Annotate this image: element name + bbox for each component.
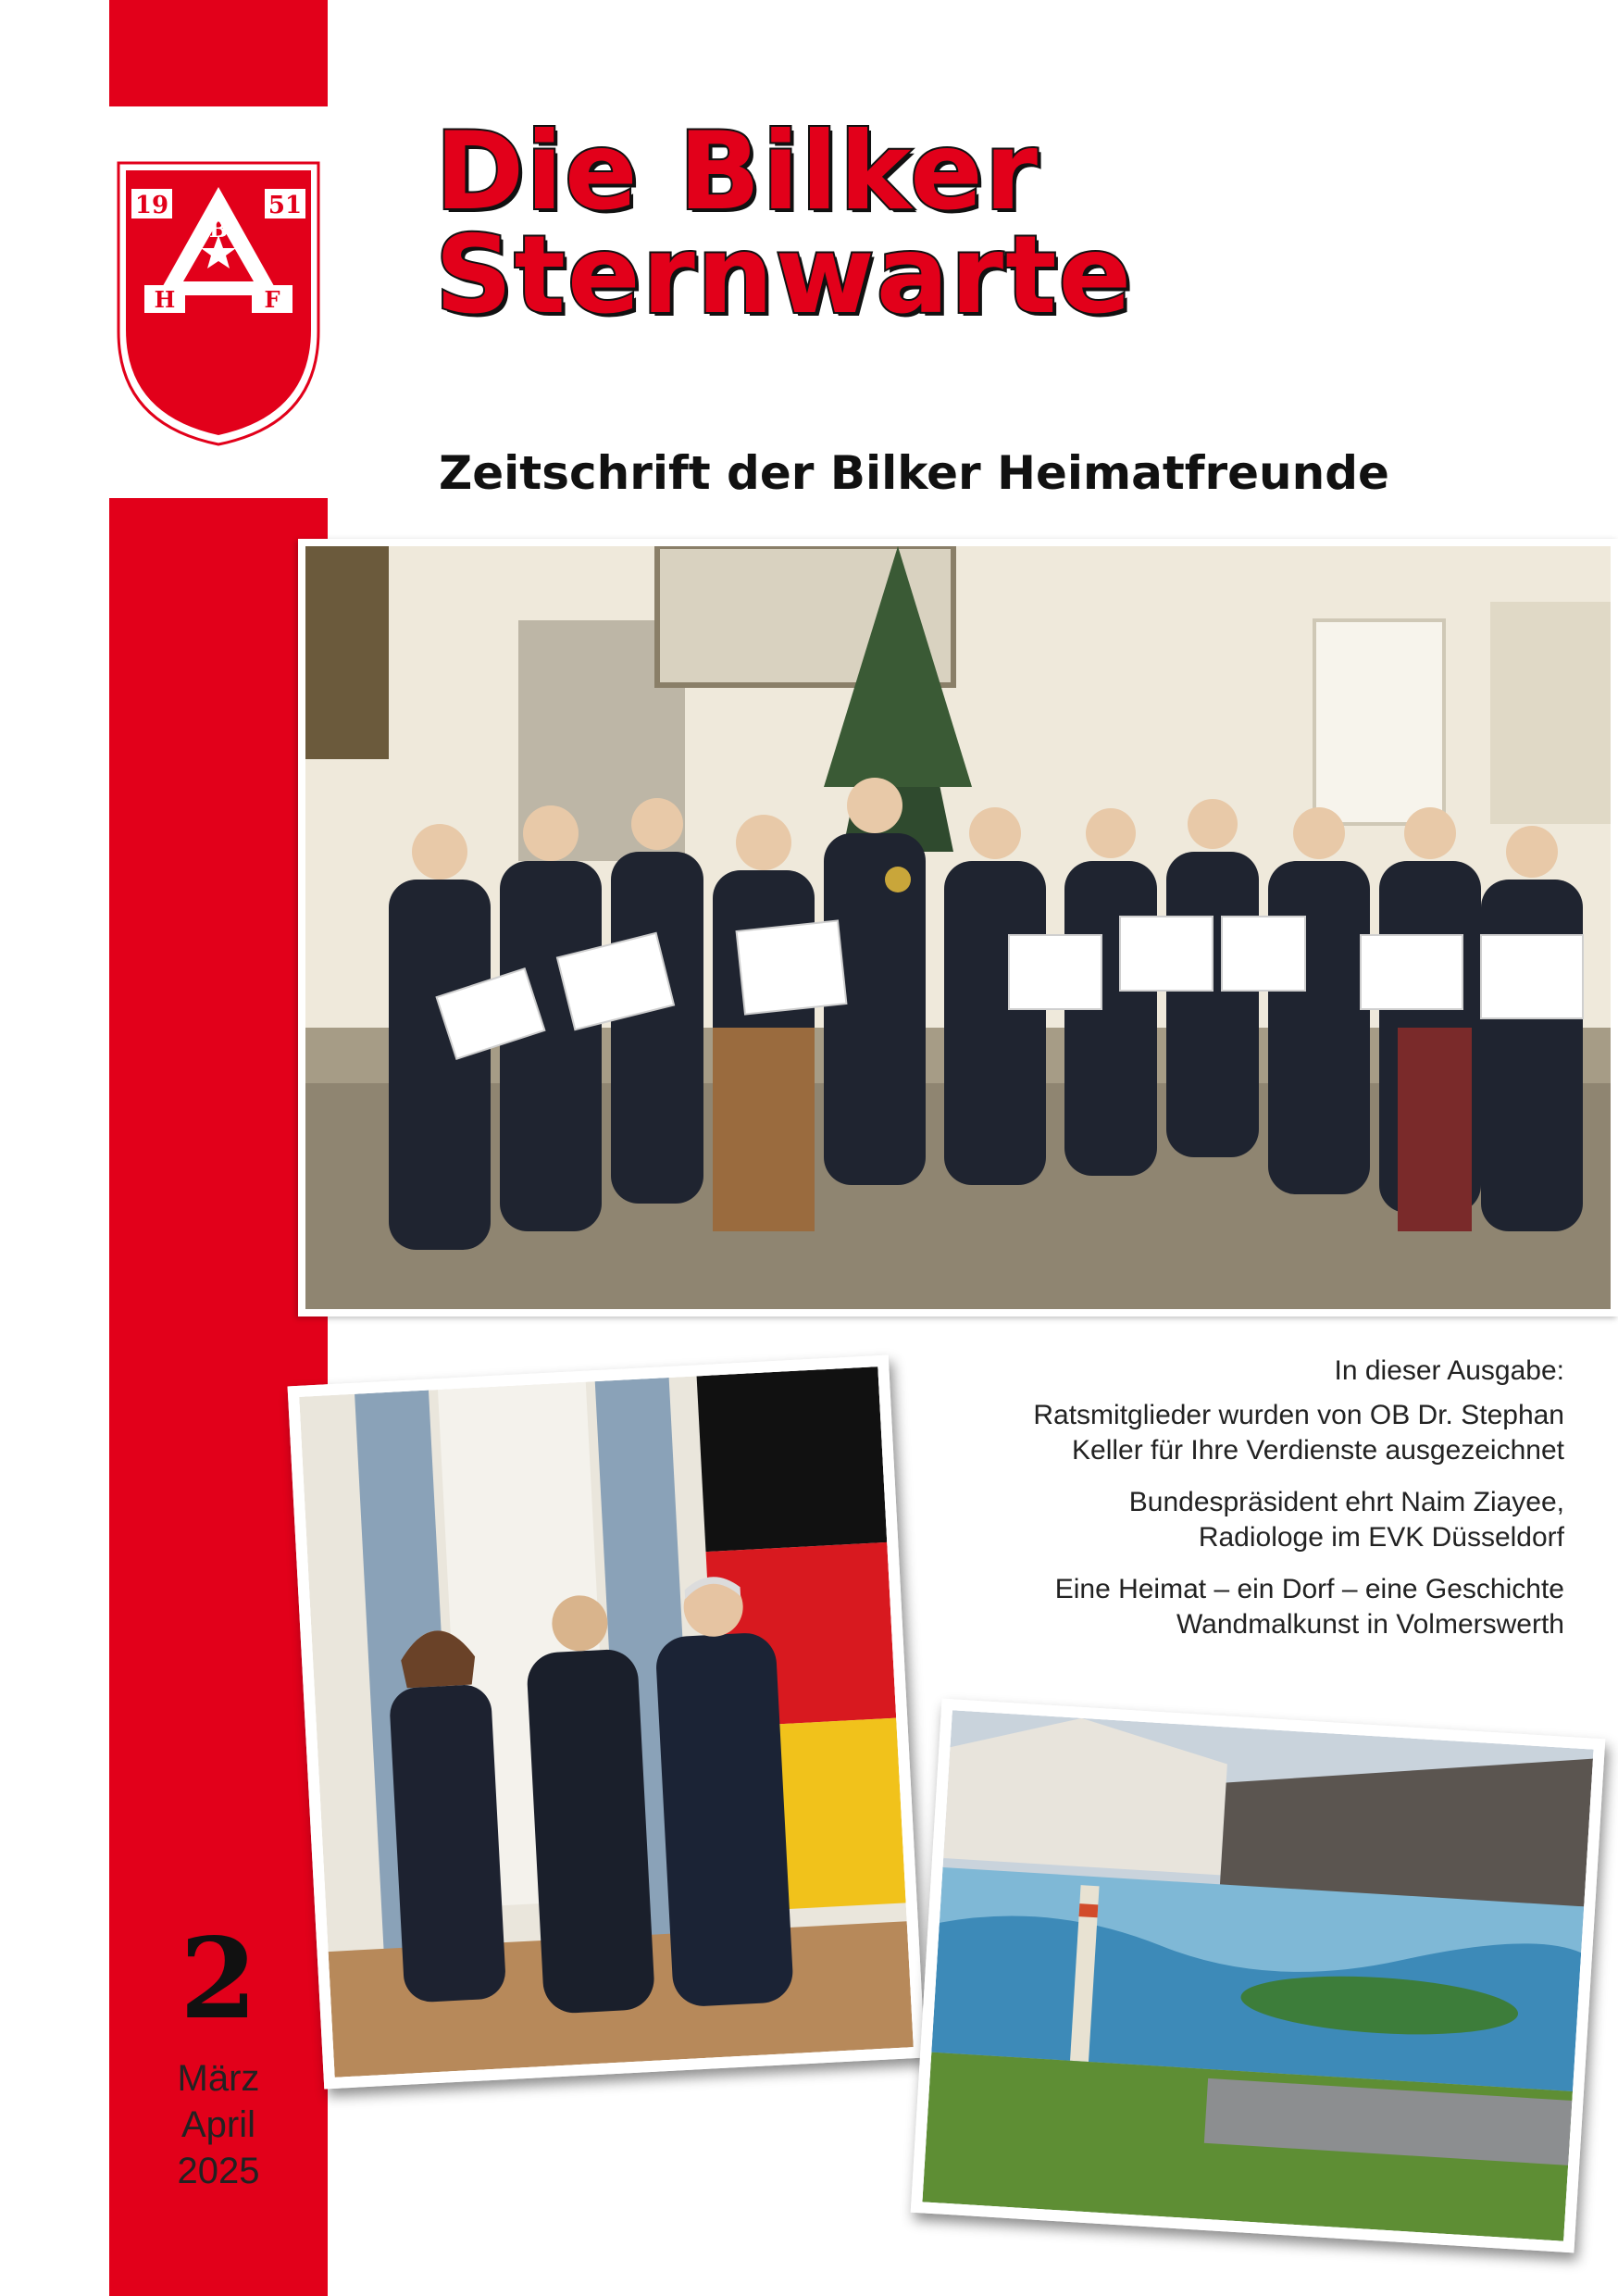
magazine-title bbox=[435, 109, 1134, 338]
issue-contents bbox=[963, 1354, 1564, 1659]
issue-month-1: März bbox=[177, 2058, 260, 2099]
contents-item bbox=[963, 1572, 1564, 1642]
contents-item-line: Eine Heimat – ein Dorf – eine Geschichte bbox=[1054, 1574, 1564, 1604]
contents-item bbox=[963, 1398, 1564, 1468]
top-red-bar bbox=[109, 0, 328, 106]
contents-item-line: Radiologe im EVK Düsseldorf bbox=[1198, 1522, 1564, 1553]
contents-item-line: Keller für Ihre Verdienste ausgezeichnet bbox=[1072, 1435, 1564, 1466]
main-photo-award-ceremony bbox=[298, 539, 1618, 1316]
title-line-2: Sternwarte bbox=[435, 213, 1134, 338]
magazine-subtitle: Zeitschrift der Bilker Heimatfreunde bbox=[439, 446, 1389, 500]
photo-wall-mural bbox=[911, 1699, 1606, 2253]
crest-letter-h: H bbox=[154, 286, 176, 313]
contents-item-line: Ratsmitglieder wurden von OB Dr. Stephan bbox=[1033, 1400, 1564, 1430]
issue-date bbox=[109, 2055, 328, 2194]
crest-year-right: 51 bbox=[268, 192, 303, 219]
issue-month-2: April bbox=[180, 2104, 256, 2145]
title-line-1: Die Bilker bbox=[435, 109, 1039, 234]
crest-shield-icon bbox=[109, 156, 328, 450]
contents-item-line: Wandmalkunst in Volmerswerth bbox=[1176, 1609, 1564, 1640]
contents-item bbox=[963, 1485, 1564, 1555]
crest-letter-f: F bbox=[264, 286, 280, 313]
issue-year: 2025 bbox=[177, 2151, 260, 2191]
crest-letter-b: B bbox=[208, 216, 229, 243]
contents-item-line: Bundespräsident ehrt Naim Ziayee, bbox=[1128, 1487, 1564, 1517]
club-crest bbox=[109, 156, 328, 450]
crest-year-left: 19 bbox=[134, 192, 169, 219]
issue-number: 2 bbox=[180, 1914, 257, 2044]
contents-heading: In dieser Ausgabe: bbox=[1334, 1355, 1564, 1386]
photo-president-honors bbox=[288, 1355, 926, 2090]
